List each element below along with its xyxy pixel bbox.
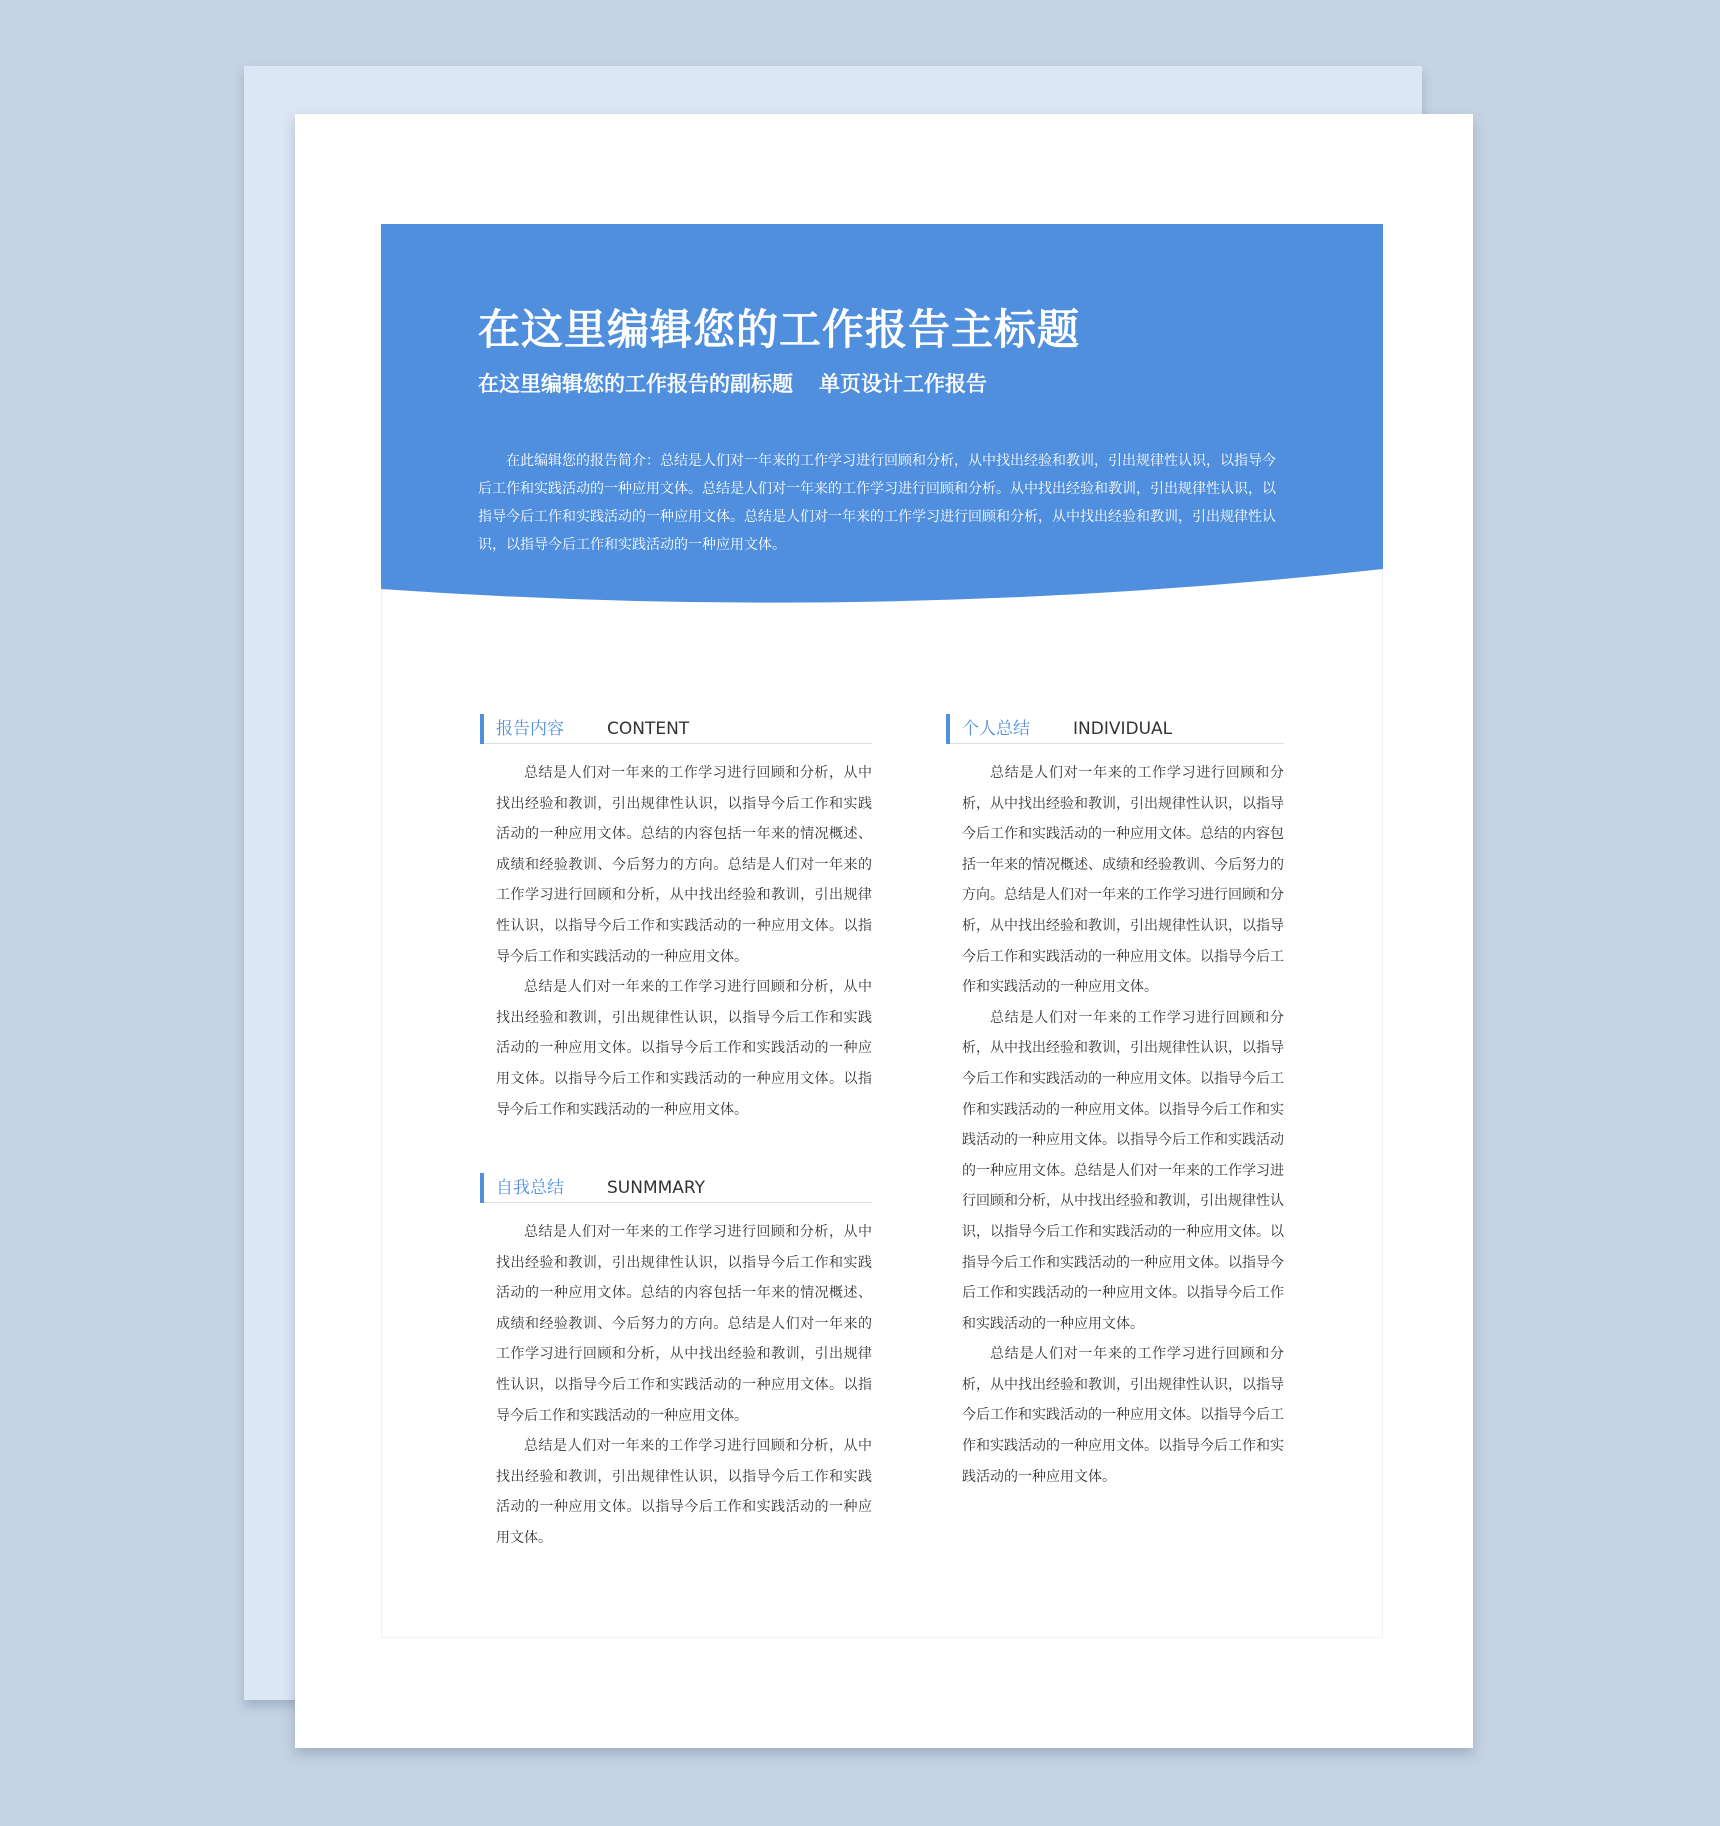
paragraph: 总结是人们对一年来的工作学习进行回顾和分析，从中找出经验和教训，引出规律性认识，以指导今后工作和实践活动的一种应用文体。以指导今后工作和实践活动的一种应用文体。 [496,1438,872,1546]
section-summary [480,1173,872,1554]
report-intro: 在此编辑您的报告简介：总结是人们对一年来的工作学习进行回顾和分析，从中找出经验和教训，引出规律性认识，以指导今后工作和实践活动的一种应用文体。总结是人们对一年来的工作学习进行回顾和分析。从中找出经验和教训，引出规律性认识，以指导今后工作和实践活动的一种应用文体。总结是人们对一年来的工作学习进行回顾和分析，从中找出经验和教训，引出规律性认识，以指导今后工作和实践活动的一种应用文体。 [478,453,1276,553]
section-title-cn: 报告内容 [496,719,564,739]
paragraph: 总结是人们对一年来的工作学习进行回顾和分析，从中找出经验和教训，引出规律性认识，以指导今后工作和实践活动的一种应用文体。总结的内容包括一年来的情况概述、成绩和经验教训、今后努力的方向。总结是人们对一年来的工作学习进行回顾和分析，从中找出经验和教训，引出规律性认识，以指导今后工作和实践活动的一种应用文体。以指导今后工作和实践活动的一种应用文体。 [496,765,872,965]
section-title-cn: 自我总结 [496,1178,564,1198]
section-title-en: CONTENT [607,719,690,739]
paragraph: 总结是人们对一年来的工作学习进行回顾和分析，从中找出经验和教训，引出规律性认识，以指导今后工作和实践活动的一种应用文体。总结的内容包括一年来的情况概述、成绩和经验教训、今后努力的方向。总结是人们对一年来的工作学习进行回顾和分析，从中找出经验和教训，引出规律性认识，以指导今后工作和实践活动的一种应用文体。以指导今后工作和实践活动的一种应用文体。 [962,765,1284,996]
section-header [480,714,872,744]
subtitle-secondary: 单页设计工作报告 [819,372,987,396]
section-body [480,1203,872,1554]
section-accent-bar [480,714,484,744]
section-accent-bar [946,714,950,744]
subtitle-main: 在这里编辑您的工作报告的副标题 [478,372,793,396]
section-title-en: INDIVIDUAL [1073,719,1173,739]
paragraph: 总结是人们对一年来的工作学习进行回顾和分析，从中找出经验和教训，引出规律性认识，以指导今后工作和实践活动的一种应用文体。总结的内容包括一年来的情况概述、成绩和经验教训、今后努力的方向。总结是人们对一年来的工作学习进行回顾和分析，从中找出经验和教训，引出规律性认识，以指导今后工作和实践活动的一种应用文体。以指导今后工作和实践活动的一种应用文体。 [496,1224,872,1424]
section-header [946,714,1284,744]
section-individual [946,714,1284,1492]
section-title-cn: 个人总结 [962,719,1030,739]
section-title-en: SUNMMARY [607,1178,706,1198]
paragraph: 总结是人们对一年来的工作学习进行回顾和分析，从中找出经验和教训，引出规律性认识，以指导今后工作和实践活动的一种应用文体。以指导今后工作和实践活动的一种应用文体。以指导今后工作和实践活动的一种应用文体。 [962,1346,1284,1485]
report-subtitle [478,369,1358,399]
section-body [480,744,872,1125]
document-page [295,114,1473,1748]
section-accent-bar [480,1173,484,1203]
report-title: 在这里编辑您的工作报告主标题 [478,305,1081,354]
paragraph: 总结是人们对一年来的工作学习进行回顾和分析，从中找出经验和教训，引出规律性认识，以指导今后工作和实践活动的一种应用文体。以指导今后工作和实践活动的一种应用文体。以指导今后工作和实践活动的一种应用文体。以指导今后工作和实践活动的一种应用文体。 [496,979,872,1118]
section-body [946,744,1284,1492]
section-header [480,1173,872,1203]
paragraph: 总结是人们对一年来的工作学习进行回顾和分析，从中找出经验和教训，引出规律性认识，以指导今后工作和实践活动的一种应用文体。以指导今后工作和实践活动的一种应用文体。以指导今后工作和实践活动的一种应用文体。以指导今后工作和实践活动的一种应用文体。总结是人们对一年来的工作学习进行回顾和分析，从中找出经验和教训，引出规律性认识，以指导今后工作和实践活动的一种应用文体。以指导今后工作和实践活动的一种应用文体。以指导今后工作和实践活动的一种应用文体。以指导今后工作和实践活动的一种应用文体。 [962,1009,1284,1332]
section-content [480,714,872,1125]
